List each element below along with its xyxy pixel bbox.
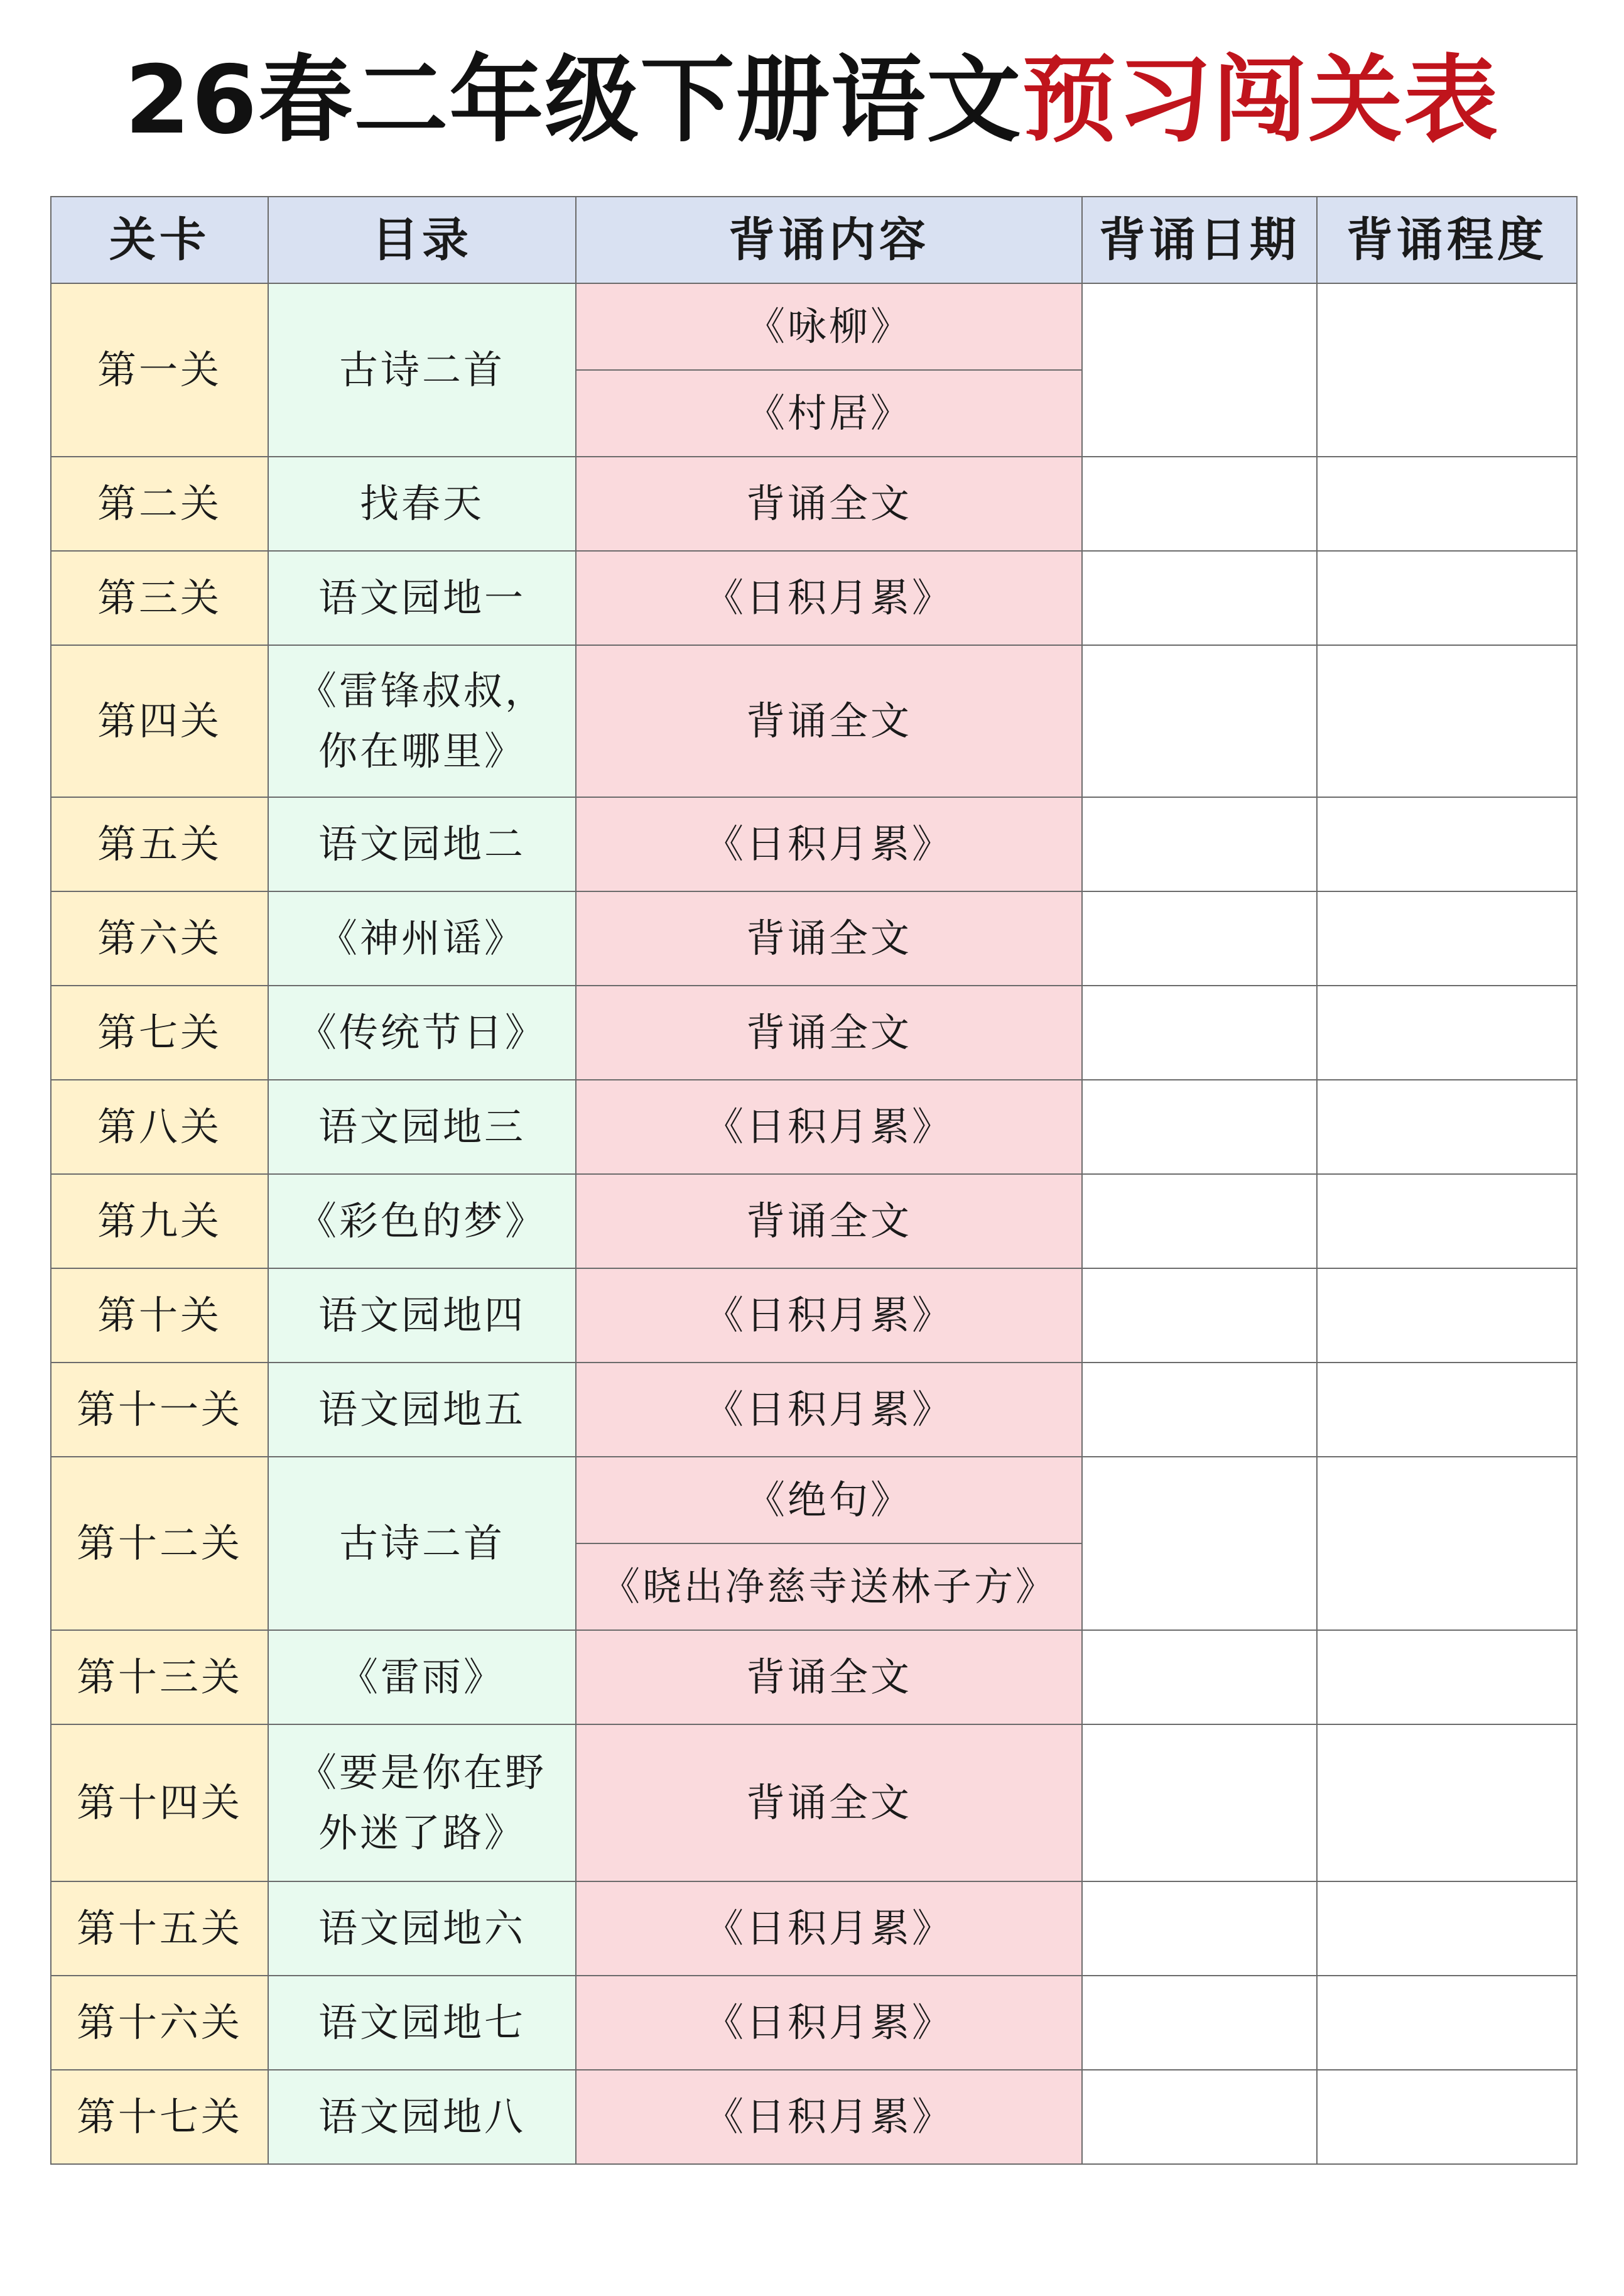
table-row bbox=[51, 1976, 1577, 2070]
progress-cell[interactable] bbox=[1317, 1080, 1577, 1174]
date-cell[interactable] bbox=[1082, 2070, 1317, 2164]
content-cell: 背诵全文 bbox=[576, 986, 1082, 1080]
table-row bbox=[51, 645, 1577, 797]
table-row bbox=[51, 1630, 1577, 1724]
level-cell: 第十五关 bbox=[51, 1881, 268, 1976]
directory-cell: 语文园地八 bbox=[268, 2070, 576, 2164]
header-row bbox=[51, 197, 1577, 283]
table-row bbox=[51, 1457, 1577, 1543]
directory-cell: 找春天 bbox=[268, 457, 576, 551]
progress-cell[interactable] bbox=[1317, 645, 1577, 797]
table-row bbox=[51, 1881, 1577, 1976]
level-cell: 第十三关 bbox=[51, 1630, 268, 1724]
date-cell[interactable] bbox=[1082, 986, 1317, 1080]
date-cell[interactable] bbox=[1082, 551, 1317, 645]
content-cell: 《绝句》 bbox=[576, 1457, 1082, 1543]
level-cell: 第十一关 bbox=[51, 1363, 268, 1457]
directory-cell: 《神州谣》 bbox=[268, 891, 576, 986]
progress-cell[interactable] bbox=[1317, 457, 1577, 551]
table-row bbox=[51, 2070, 1577, 2164]
table-row bbox=[51, 1268, 1577, 1363]
directory-cell: 语文园地一 bbox=[268, 551, 576, 645]
directory-cell: 语文园地三 bbox=[268, 1080, 576, 1174]
content-cell: 背诵全文 bbox=[576, 1174, 1082, 1268]
table-row bbox=[51, 551, 1577, 645]
title-highlight: 预习闯关表 bbox=[1022, 46, 1500, 155]
table-body bbox=[51, 283, 1577, 2164]
header-content: 背诵内容 bbox=[576, 197, 1082, 283]
page-title bbox=[0, 38, 1624, 163]
table-row bbox=[51, 457, 1577, 551]
level-cell: 第四关 bbox=[51, 645, 268, 797]
level-cell: 第一关 bbox=[51, 283, 268, 457]
progress-cell[interactable] bbox=[1317, 1976, 1577, 2070]
directory-cell: 语文园地五 bbox=[268, 1363, 576, 1457]
level-cell: 第十六关 bbox=[51, 1976, 268, 2070]
date-cell[interactable] bbox=[1082, 1457, 1317, 1630]
content-cell: 《咏柳》 bbox=[576, 283, 1082, 370]
level-cell: 第十四关 bbox=[51, 1724, 268, 1881]
table-row bbox=[51, 1080, 1577, 1174]
content-cell: 《日积月累》 bbox=[576, 551, 1082, 645]
date-cell[interactable] bbox=[1082, 1724, 1317, 1881]
progress-cell[interactable] bbox=[1317, 551, 1577, 645]
level-cell: 第八关 bbox=[51, 1080, 268, 1174]
directory-cell: 《传统节日》 bbox=[268, 986, 576, 1080]
level-cell: 第十关 bbox=[51, 1268, 268, 1363]
table-row bbox=[51, 891, 1577, 986]
content-cell: 《日积月累》 bbox=[576, 1080, 1082, 1174]
progress-cell[interactable] bbox=[1317, 1724, 1577, 1881]
progress-cell[interactable] bbox=[1317, 1363, 1577, 1457]
level-cell: 第五关 bbox=[51, 797, 268, 891]
level-cell: 第十二关 bbox=[51, 1457, 268, 1630]
directory-cell: 语文园地七 bbox=[268, 1976, 576, 2070]
progress-cell[interactable] bbox=[1317, 2070, 1577, 2164]
content-cell: 《村居》 bbox=[576, 370, 1082, 457]
content-cell: 《日积月累》 bbox=[576, 1976, 1082, 2070]
header-level: 关卡 bbox=[51, 197, 268, 283]
directory-cell: 语文园地四 bbox=[268, 1268, 576, 1363]
table-row bbox=[51, 1363, 1577, 1457]
date-cell[interactable] bbox=[1082, 1174, 1317, 1268]
content-cell: 《日积月累》 bbox=[576, 1881, 1082, 1976]
date-cell[interactable] bbox=[1082, 1881, 1317, 1976]
level-cell: 第九关 bbox=[51, 1174, 268, 1268]
preview-checklist-table bbox=[50, 196, 1578, 2165]
date-cell[interactable] bbox=[1082, 891, 1317, 986]
directory-cell: 《雷锋叔叔，你在哪里》 bbox=[268, 645, 576, 797]
content-cell: 《日积月累》 bbox=[576, 1268, 1082, 1363]
level-cell: 第十七关 bbox=[51, 2070, 268, 2164]
content-cell: 《日积月累》 bbox=[576, 797, 1082, 891]
directory-cell: 语文园地二 bbox=[268, 797, 576, 891]
progress-cell[interactable] bbox=[1317, 283, 1577, 457]
progress-cell[interactable] bbox=[1317, 1881, 1577, 1976]
table-row bbox=[51, 1174, 1577, 1268]
table-row bbox=[51, 283, 1577, 370]
date-cell[interactable] bbox=[1082, 457, 1317, 551]
date-cell[interactable] bbox=[1082, 1976, 1317, 2070]
directory-cell: 语文园地六 bbox=[268, 1881, 576, 1976]
table-row bbox=[51, 797, 1577, 891]
table-row bbox=[51, 1724, 1577, 1881]
title-main: 26春二年级下册语文 bbox=[124, 46, 1022, 155]
date-cell[interactable] bbox=[1082, 645, 1317, 797]
directory-cell: 古诗二首 bbox=[268, 1457, 576, 1630]
header-date: 背诵日期 bbox=[1082, 197, 1317, 283]
progress-cell[interactable] bbox=[1317, 1630, 1577, 1724]
table-row bbox=[51, 986, 1577, 1080]
progress-cell[interactable] bbox=[1317, 891, 1577, 986]
date-cell[interactable] bbox=[1082, 1268, 1317, 1363]
progress-cell[interactable] bbox=[1317, 1174, 1577, 1268]
date-cell[interactable] bbox=[1082, 1630, 1317, 1724]
content-cell: 背诵全文 bbox=[576, 645, 1082, 797]
content-cell: 《晓出净慈寺送林子方》 bbox=[576, 1543, 1082, 1630]
level-cell: 第三关 bbox=[51, 551, 268, 645]
directory-cell: 《彩色的梦》 bbox=[268, 1174, 576, 1268]
directory-cell: 《雷雨》 bbox=[268, 1630, 576, 1724]
content-cell: 《日积月累》 bbox=[576, 2070, 1082, 2164]
date-cell[interactable] bbox=[1082, 1080, 1317, 1174]
directory-cell: 《要是你在野外迷了路》 bbox=[268, 1724, 576, 1881]
progress-cell[interactable] bbox=[1317, 1268, 1577, 1363]
level-cell: 第六关 bbox=[51, 891, 268, 986]
progress-cell[interactable] bbox=[1317, 986, 1577, 1080]
content-cell: 背诵全文 bbox=[576, 1724, 1082, 1881]
content-cell: 背诵全文 bbox=[576, 891, 1082, 986]
date-cell[interactable] bbox=[1082, 283, 1317, 457]
date-cell[interactable] bbox=[1082, 1363, 1317, 1457]
level-cell: 第二关 bbox=[51, 457, 268, 551]
date-cell[interactable] bbox=[1082, 797, 1317, 891]
level-cell: 第七关 bbox=[51, 986, 268, 1080]
content-cell: 背诵全文 bbox=[576, 457, 1082, 551]
content-cell: 背诵全文 bbox=[576, 1630, 1082, 1724]
header-progress: 背诵程度 bbox=[1317, 197, 1577, 283]
content-cell: 《日积月累》 bbox=[576, 1363, 1082, 1457]
progress-cell[interactable] bbox=[1317, 1457, 1577, 1630]
progress-cell[interactable] bbox=[1317, 797, 1577, 891]
header-directory: 目录 bbox=[268, 197, 576, 283]
directory-cell: 古诗二首 bbox=[268, 283, 576, 457]
